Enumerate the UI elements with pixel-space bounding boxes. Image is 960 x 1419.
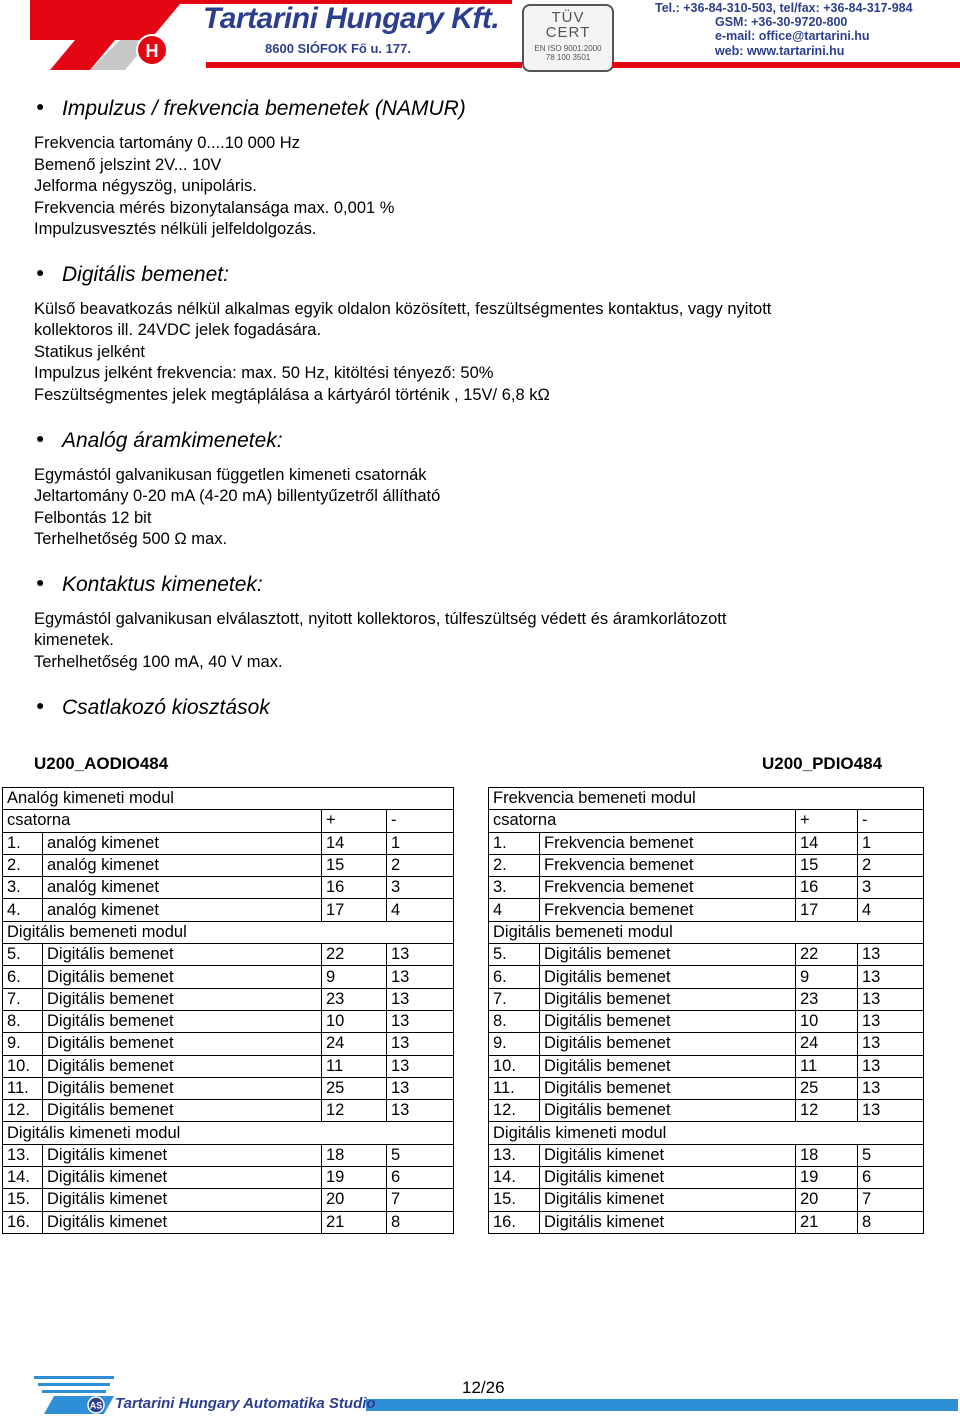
cert-line-2: CERT: [545, 24, 591, 41]
cert-line-4: 78 100 3501: [545, 53, 591, 62]
table-cell: analóg kimenet: [43, 832, 322, 854]
table-cell: Frekvencia bemenet: [540, 899, 796, 921]
table-row: [3, 899, 454, 921]
table-cell: 20: [796, 1189, 858, 1211]
page-header: [0, 0, 960, 72]
text-line: Statikus jelként: [34, 343, 145, 361]
table-cell: 8: [387, 1211, 454, 1233]
header-red-bar-right: [612, 62, 960, 68]
table-cell: 12.: [489, 1100, 540, 1122]
text-line: Külső beavatkozás nélkül alkalmas egyik oldalon közösített, feszültségmentes kontaktus, vagy nyitott: [34, 300, 772, 318]
table-cell: 15: [322, 854, 387, 876]
table-cell: 13: [858, 1010, 924, 1032]
table-row: [489, 877, 924, 899]
table-group-header: Frekvencia bemeneti modul: [489, 788, 924, 810]
table-cell: 13: [858, 1077, 924, 1099]
table-row: [3, 810, 454, 832]
table-cell: 11: [322, 1055, 387, 1077]
table-row: [3, 988, 454, 1010]
table-cell: 13: [387, 1033, 454, 1055]
table-cell: 16: [322, 877, 387, 899]
table-cell: 10.: [489, 1055, 540, 1077]
contact-email[interactable]: e-mail: office@tartarini.hu: [715, 29, 870, 44]
section-title-analog-output: ● Analóg áramkimenetek:: [62, 429, 283, 453]
section-title-impulse: ● Impulzus / frekvencia bemenetek (NAMUR): [62, 97, 466, 121]
table-cell: 14: [322, 832, 387, 854]
table-cell: 15.: [489, 1189, 540, 1211]
table-cell: Digitális bemenet: [43, 1033, 322, 1055]
table-cell: 2: [858, 854, 924, 876]
table-cell: Digitális kimenet: [43, 1189, 322, 1211]
text-line: Egymástól galvanikusan független kimeneti csatornák: [34, 466, 427, 484]
table-row: [3, 1055, 454, 1077]
table-row: [3, 877, 454, 899]
table-cell: 22: [796, 944, 858, 966]
table-row: [489, 944, 924, 966]
section-title-connectors: ● Csatlakozó kiosztások: [62, 696, 270, 720]
table-cell: 18: [796, 1144, 858, 1166]
table-cell: Digitális bemenet: [43, 966, 322, 988]
table-cell: 7: [858, 1189, 924, 1211]
table-cell: 6: [858, 1167, 924, 1189]
table-row: [3, 832, 454, 854]
table-cell: 20: [322, 1189, 387, 1211]
table-cell: 22: [322, 944, 387, 966]
table-cell: 13: [387, 966, 454, 988]
table-cell: -: [387, 810, 454, 832]
table-cell: 15: [796, 854, 858, 876]
table-cell: 5.: [3, 944, 43, 966]
table-row: [3, 788, 454, 810]
table-group-header: Digitális bemeneti modul: [489, 921, 924, 943]
footer-logo-icon: [34, 1376, 114, 1414]
table-cell: Digitális bemenet: [540, 966, 796, 988]
header-red-bar: [206, 62, 522, 68]
table-cell: 18: [322, 1144, 387, 1166]
table-cell: 4.: [3, 899, 43, 921]
table-cell: Digitális bemenet: [43, 1100, 322, 1122]
text-line: kimenetek.: [34, 631, 114, 649]
table-cell: 23: [796, 988, 858, 1010]
table-cell: 13: [858, 944, 924, 966]
table-row: [3, 944, 454, 966]
table-cell: analóg kimenet: [43, 899, 322, 921]
table-cell: 3: [858, 877, 924, 899]
table-cell: 3.: [3, 877, 43, 899]
table-cell: Digitális kimenet: [540, 1167, 796, 1189]
table-cell: Digitális kimenet: [43, 1211, 322, 1233]
table-cell: 23: [322, 988, 387, 1010]
table-row: [3, 1077, 454, 1099]
table-cell: 9.: [489, 1033, 540, 1055]
text-line: Terhelhetőség 100 mA, 40 V max.: [34, 653, 283, 671]
table-cell: Digitális bemenet: [540, 944, 796, 966]
table-cell: 13: [387, 944, 454, 966]
table-row: [3, 854, 454, 876]
table-cell: Digitális bemenet: [43, 944, 322, 966]
table-row: [489, 988, 924, 1010]
table-cell: csatorna: [489, 810, 796, 832]
table-cell: 13: [387, 988, 454, 1010]
table-cell: 10: [796, 1010, 858, 1032]
table-left: [2, 787, 454, 1234]
section-title-contact-output: ● Kontaktus kimenetek:: [62, 573, 263, 597]
footer-blue-bar: [366, 1399, 958, 1411]
table-row: [3, 1100, 454, 1122]
table-cell: Frekvencia bemenet: [540, 877, 796, 899]
table-cell: 13: [858, 1033, 924, 1055]
table-cell: Frekvencia bemenet: [540, 832, 796, 854]
table-cell: 25: [322, 1077, 387, 1099]
table-cell: 25: [796, 1077, 858, 1099]
table-cell: 13: [387, 1100, 454, 1122]
table-cell: 1: [858, 832, 924, 854]
table-cell: 19: [322, 1167, 387, 1189]
table-cell: 14.: [3, 1167, 43, 1189]
table-cell: 14: [796, 832, 858, 854]
table-cell: 11.: [3, 1077, 43, 1099]
table-cell: Digitális bemenet: [540, 1010, 796, 1032]
table-cell: Digitális bemenet: [540, 988, 796, 1010]
table-cell: 8.: [3, 1010, 43, 1032]
table-cell: 24: [796, 1033, 858, 1055]
text-line: kollektoros ill. 24VDC jelek fogadására.: [34, 321, 322, 339]
table-row: [489, 1122, 924, 1144]
table-cell: 2.: [489, 854, 540, 876]
table-cell: analóg kimenet: [43, 854, 322, 876]
table-cell: 16.: [489, 1211, 540, 1233]
table-cell: Digitális bemenet: [540, 1077, 796, 1099]
table-cell: 13.: [489, 1144, 540, 1166]
table-cell: 9.: [3, 1033, 43, 1055]
cert-line-1: TÜV: [551, 9, 585, 26]
tuv-cert-badge: [522, 4, 614, 72]
table-cell: Digitális kimenet: [540, 1211, 796, 1233]
pinout-table-aodio: [2, 787, 454, 1234]
table-row: [489, 1167, 924, 1189]
logo-letter: H: [145, 41, 159, 61]
table-cell: 2.: [3, 854, 43, 876]
text-line: Impulzusvesztés nélküli jelfeldolgozás.: [34, 220, 317, 238]
table-cell: Digitális bemenet: [43, 1077, 322, 1099]
table-row: [489, 832, 924, 854]
table-cell: Digitális bemenet: [43, 988, 322, 1010]
table-row: [489, 854, 924, 876]
table-row: [489, 788, 924, 810]
page-number: 12/26: [462, 1378, 505, 1397]
table-cell: Digitális bemenet: [43, 1055, 322, 1077]
text-line: Impulzus jelként frekvencia: max. 50 Hz, kitöltési tényező: 50%: [34, 364, 494, 382]
table-cell: Digitális bemenet: [540, 1100, 796, 1122]
company-name: Tartarini Hungary Kft.: [203, 2, 500, 35]
text-line: Terhelhetőség 500 Ω max.: [34, 530, 228, 548]
table-cell: 5: [387, 1144, 454, 1166]
text-line: Jelforma négyszög, unipoláris.: [34, 177, 257, 195]
table-row: [489, 921, 924, 943]
table-cell: 24: [322, 1033, 387, 1055]
text-line: Felbontás 12 bit: [34, 509, 152, 527]
table-row: [489, 1077, 924, 1099]
table-cell: 12: [796, 1100, 858, 1122]
table-row: [489, 1189, 924, 1211]
table-row: [3, 1211, 454, 1233]
table-cell: 16.: [3, 1211, 43, 1233]
table-cell: 13.: [3, 1144, 43, 1166]
table-row: [3, 921, 454, 943]
table-cell: 5.: [489, 944, 540, 966]
table-row: [489, 1100, 924, 1122]
table-row: [489, 966, 924, 988]
table-cell: Digitális kimenet: [540, 1144, 796, 1166]
table-cell: 17: [796, 899, 858, 921]
table-row: [3, 1010, 454, 1032]
table-group-header: Digitális kimeneti modul: [3, 1122, 454, 1144]
table-cell: Digitális kimenet: [43, 1144, 322, 1166]
table-cell: csatorna: [3, 810, 322, 832]
table-cell: Frekvencia bemenet: [540, 854, 796, 876]
table-cell: 4: [858, 899, 924, 921]
contact-gsm: GSM: +36-30-9720-800: [715, 15, 848, 30]
table-cell: 13: [858, 1100, 924, 1122]
text-line: Frekvencia mérés bizonytalansága max. 0,001 %: [34, 199, 395, 217]
table-cell: 4: [489, 899, 540, 921]
table-cell: 12: [322, 1100, 387, 1122]
text-line: Egymástól galvanikusan elválasztott, nyitott kollektoros, túlfeszültség védett és áramkorlátozott: [34, 610, 727, 628]
table-cell: 7.: [489, 988, 540, 1010]
table-cell: 21: [796, 1211, 858, 1233]
table-cell: 17: [322, 899, 387, 921]
contact-info: [655, 1, 913, 58]
table-left-title: U200_AODIO484: [34, 754, 169, 773]
table-cell: 9: [796, 966, 858, 988]
table-cell: analóg kimenet: [43, 877, 322, 899]
table-cell: 8.: [489, 1010, 540, 1032]
footer-company: Tartarini Hungary Automatika Studio: [115, 1395, 376, 1412]
table-cell: 6.: [3, 966, 43, 988]
contact-phone: Tel.: +36-84-310-503, tel/fax: +36-84-317-984: [655, 1, 913, 15]
table-row: [3, 1122, 454, 1144]
text-line: Feszültségmentes jelek megtáplálása a kártyáról történik , 15V/ 6,8 kΩ: [34, 386, 550, 404]
table-cell: -: [858, 810, 924, 832]
section-title-digital-input: ● Digitális bemenet:: [62, 263, 229, 287]
table-cell: 6: [387, 1167, 454, 1189]
table-cell: 13: [858, 1055, 924, 1077]
table-row: [489, 899, 924, 921]
table-cell: 3.: [489, 877, 540, 899]
table-cell: 4: [387, 899, 454, 921]
table-cell: +: [796, 810, 858, 832]
table-row: [3, 1144, 454, 1166]
table-cell: 1.: [489, 832, 540, 854]
table-row: [489, 1033, 924, 1055]
text-line: Frekvencia tartomány 0....10 000 Hz: [34, 134, 300, 152]
table-cell: 7: [387, 1189, 454, 1211]
pinout-table-pdio: [488, 787, 924, 1234]
table-cell: Digitális bemenet: [540, 1033, 796, 1055]
cert-line-3: EN ISO 9001:2000: [534, 44, 602, 53]
table-cell: 12.: [3, 1100, 43, 1122]
table-cell: 13: [858, 966, 924, 988]
table-cell: 11: [796, 1055, 858, 1077]
table-cell: 11.: [489, 1077, 540, 1099]
table-cell: 2: [387, 854, 454, 876]
table-cell: 10.: [3, 1055, 43, 1077]
text-line: Jeltartomány 0-20 mA (4-20 mA) billentyűzetről állítható: [34, 487, 441, 505]
company-logo-icon: [30, 0, 200, 70]
table-cell: 16: [796, 877, 858, 899]
table-row: [3, 966, 454, 988]
table-cell: Digitális kimenet: [43, 1167, 322, 1189]
table-cell: 21: [322, 1211, 387, 1233]
table-row: [3, 1167, 454, 1189]
table-cell: 19: [796, 1167, 858, 1189]
table-cell: 6.: [489, 966, 540, 988]
table-cell: 10: [322, 1010, 387, 1032]
table-cell: 3: [387, 877, 454, 899]
table-row: [489, 1055, 924, 1077]
table-cell: 1.: [3, 832, 43, 854]
table-row: [489, 1010, 924, 1032]
table-right: [488, 787, 924, 1234]
table-right-title: U200_PDIO484: [762, 754, 883, 773]
table-row: [489, 1211, 924, 1233]
table-row: [489, 1144, 924, 1166]
table-cell: 13: [387, 1055, 454, 1077]
table-cell: 5: [858, 1144, 924, 1166]
table-cell: 14.: [489, 1167, 540, 1189]
table-group-header: Digitális kimeneti modul: [489, 1122, 924, 1144]
table-cell: 8: [858, 1211, 924, 1233]
table-cell: 13: [858, 988, 924, 1010]
table-cell: 9: [322, 966, 387, 988]
table-row: [3, 1189, 454, 1211]
table-cell: 7.: [3, 988, 43, 1010]
footer-logo-text: AS: [89, 1400, 103, 1411]
contact-web[interactable]: web: www.tartarini.hu: [715, 43, 845, 58]
table-cell: Digitális bemenet: [43, 1010, 322, 1032]
text-line: Bemenő jelszint 2V... 10V: [34, 156, 222, 174]
table-cell: Digitális kimenet: [540, 1189, 796, 1211]
table-cell: 1: [387, 832, 454, 854]
table-cell: +: [322, 810, 387, 832]
table-cell: Digitális bemenet: [540, 1055, 796, 1077]
table-group-header: Analóg kimeneti modul: [3, 788, 454, 810]
table-row: [3, 1033, 454, 1055]
company-address: 8600 SIÓFOK Fő u. 177.: [265, 41, 411, 56]
table-row: [489, 810, 924, 832]
table-cell: 13: [387, 1077, 454, 1099]
table-cell: 13: [387, 1010, 454, 1032]
table-group-header: Digitális bemeneti modul: [3, 921, 454, 943]
table-cell: 15.: [3, 1189, 43, 1211]
